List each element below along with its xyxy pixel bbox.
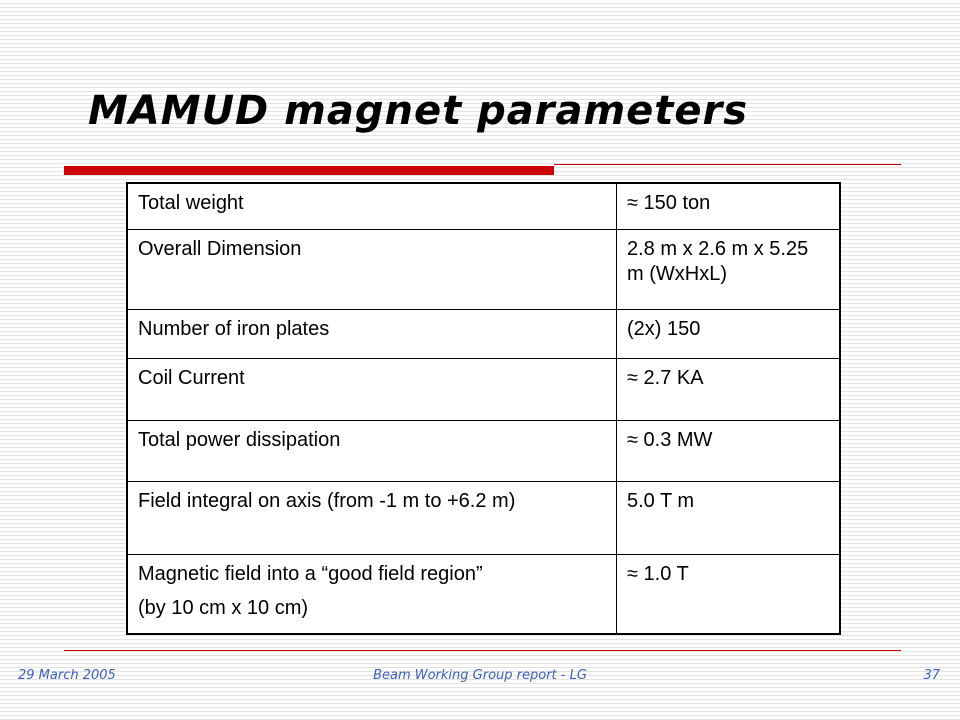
value-cell: ≈ 150 ton xyxy=(617,183,841,229)
footer-date: 29 March 2005 xyxy=(18,668,116,683)
parameter-line-2: (by 10 cm x 10 cm) xyxy=(138,596,309,619)
value-cell: 2.8 m x 2.6 m x 5.25 m (WxHxL) xyxy=(617,229,841,309)
parameter-cell: Number of iron plates xyxy=(127,309,617,358)
parameter-cell xyxy=(127,554,617,634)
table-row xyxy=(127,309,840,358)
table-row xyxy=(127,554,840,634)
parameter-cell: Overall Dimension xyxy=(127,229,617,309)
table-row xyxy=(127,229,840,309)
footer-caption: Beam Working Group report - LG xyxy=(373,668,587,683)
value-cell: ≈ 0.3 MW xyxy=(617,420,841,481)
table-row xyxy=(127,420,840,481)
parameter-line-1: Magnetic field into a “good field region” xyxy=(138,562,483,585)
value-cell: 5.0 T m xyxy=(617,481,841,554)
value-cell: ≈ 2.7 KA xyxy=(617,358,841,420)
value-cell: ≈ 1.0 T xyxy=(617,554,841,634)
table-row xyxy=(127,358,840,420)
slide-title: MAMUD magnet parameters xyxy=(88,88,749,134)
parameter-cell: Total power dissipation xyxy=(127,420,617,481)
title-accent-bar xyxy=(64,166,554,175)
title-accent-line xyxy=(554,164,901,165)
table-row xyxy=(127,183,840,229)
parameter-cell: Field integral on axis (from -1 m to +6.2 m) xyxy=(127,481,617,554)
parameter-cell: Total weight xyxy=(127,183,617,229)
table-row xyxy=(127,481,840,554)
value-cell: (2x) 150 xyxy=(617,309,841,358)
footer-divider xyxy=(64,650,901,651)
parameter-cell: Coil Current xyxy=(127,358,617,420)
page-number: 37 xyxy=(923,668,940,683)
parameters-table xyxy=(126,182,841,635)
